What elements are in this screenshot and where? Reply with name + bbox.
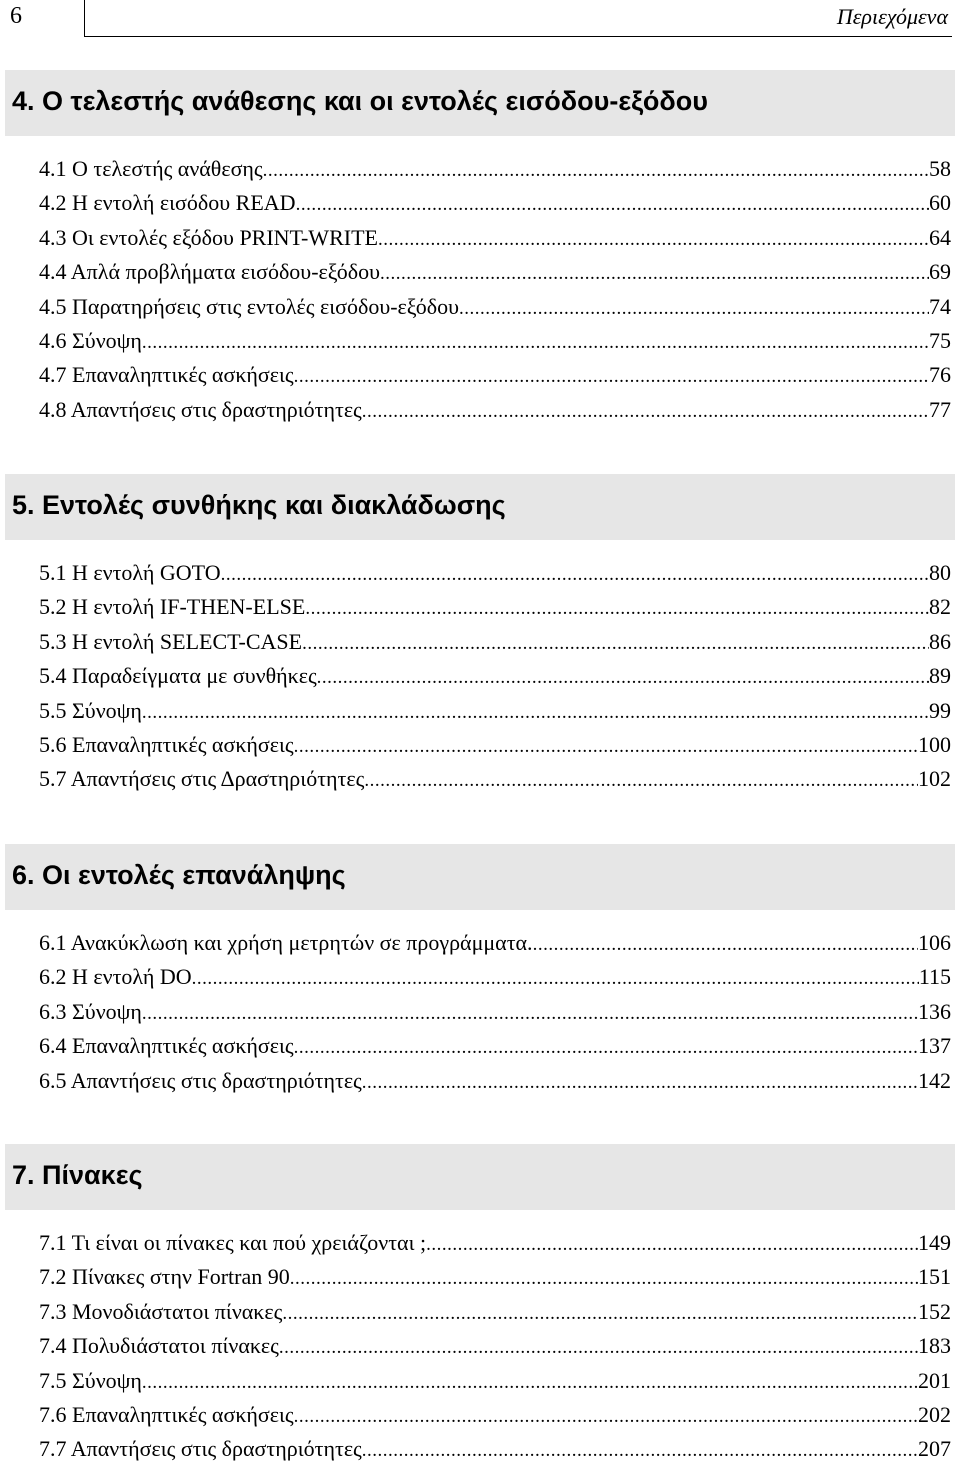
toc-entry-label: 4.4 Απλά προβλήματα εισόδου-εξόδου [39,259,381,285]
toc-entry[interactable] [39,1333,951,1367]
toc-entry[interactable] [39,698,951,732]
header-horizontal-rule [84,36,952,37]
toc-entry-label: 6.1 Ανακύκλωση και χρήση μετρητών σε προγράμματα. [39,930,533,955]
dot-leader [305,598,929,620]
chapter-heading-band [5,1144,955,1210]
toc-entry-page: 102 [918,766,951,792]
dot-leader [426,1234,918,1256]
toc-entry[interactable] [39,1264,951,1298]
toc-entry-label: 5.7 Απαντήσεις στις Δραστηριότητες [39,766,365,792]
toc-entry-page: 149 [918,1230,951,1255]
toc-entry[interactable] [39,663,951,697]
dot-leader [378,229,929,251]
toc-entry[interactable] [39,766,951,800]
dot-leader [294,366,929,388]
chapter-heading-band [5,844,955,910]
toc-entry-page: 82 [929,594,951,620]
toc-entry[interactable] [39,259,951,293]
toc-entry[interactable] [39,732,951,766]
toc-entry[interactable] [39,999,951,1033]
toc-entry-page: 115 [918,964,951,990]
toc-entry-label: 4.1 Ο τελεστής ανάθεσης [39,156,263,181]
dot-leader [279,1337,918,1359]
dot-leader [302,633,929,655]
dot-leader [142,332,929,354]
toc-entry-label: 5.2 Η εντολή IF-THEN-ELSE [39,594,306,620]
toc-entry-page: 183 [918,1333,951,1359]
dot-leader [263,160,929,182]
dot-leader [142,1003,918,1025]
toc-list [5,560,955,801]
running-header [0,0,960,40]
toc-entry-page: 106 [918,930,951,955]
toc-entry-label: 4.6 Σύνοψη [39,327,142,353]
dot-leader [192,968,919,990]
dot-leader [294,736,918,758]
dot-leader [282,1303,918,1325]
toc-entry-page: 201 [918,1367,951,1393]
chapter-title: 4. Ο τελεστής ανάθεσης και οι εντολές εισόδου-εξόδου [12,86,708,116]
dot-leader [364,770,918,792]
chapter-title: 7. Πίνακες [12,1160,143,1190]
chapter-title: 5. Εντολές συνθήκης και διακλάδωσης [12,490,506,520]
dot-leader [362,401,929,423]
toc-entry[interactable] [39,930,951,964]
toc-entry-page: 75 [929,327,951,353]
toc-entry-page: 100 [918,731,951,757]
toc-entry[interactable] [39,190,951,224]
dot-leader [362,1440,918,1462]
chapter-4 [5,70,955,431]
toc-entry-page: 89 [929,663,951,689]
toc-entry-label: 7.1 Τι είναι οι πίνακες και πού χρειάζονται ; [39,1230,427,1255]
toc-entry[interactable] [39,1436,951,1470]
toc-entry-page: 80 [929,560,951,585]
toc-entry-page: 58 [929,156,951,181]
toc-entry[interactable] [39,362,951,396]
toc-entry[interactable] [39,629,951,663]
header-vertical-rule [84,0,85,36]
toc-entry-label: 5.1 Η εντολή GOTO [39,560,221,585]
chapter-title: 6. Οι εντολές επανάληψης [12,860,346,890]
toc-entry-label: 5.3 Η εντολή SELECT-CASE [39,628,303,654]
page-number: 6 [10,3,22,29]
toc-entry-label: 7.6 Επαναληπτικές ασκήσεις [39,1401,294,1427]
dot-leader [533,934,918,956]
toc-entry-page: 202 [918,1401,951,1427]
toc-entry-page: 76 [929,362,951,388]
dot-leader [296,194,929,216]
running-title: Περιεχόμενα [836,4,948,29]
toc-entry-page: 151 [918,1264,951,1290]
chapter-5 [5,474,955,801]
toc-entry-page: 152 [918,1298,951,1324]
toc-entry-label: 5.4 Παραδείγματα με συνθήκες [39,663,317,689]
toc-entry-page: 69 [929,259,951,285]
toc-entry-label: 4.2 Η εντολή εισόδου READ [39,190,296,216]
dot-leader [294,1037,918,1059]
toc-entry-page: 136 [918,998,951,1024]
chapter-7 [5,1144,955,1471]
toc-entry-page: 137 [918,1033,951,1059]
toc-entry[interactable] [39,1402,951,1436]
toc-list [5,1230,955,1471]
toc-entry-label: 7.2 Πίνακες στην Fortran 90 [39,1264,290,1290]
dot-leader [142,702,929,724]
toc-entry-page: 99 [929,697,951,723]
toc-entry[interactable] [39,560,951,594]
toc-list [5,930,955,1102]
toc-entry-label: 7.4 Πολυδιάστατοι πίνακες [39,1333,279,1359]
dot-leader [362,1072,918,1094]
dot-leader [221,564,929,586]
toc-entry-label: 7.5 Σύνοψη [39,1367,142,1393]
toc-entry[interactable] [39,1068,951,1102]
dot-leader [294,1406,918,1428]
toc-entry-label: 4.3 Οι εντολές εξόδου PRINT-WRITE [39,224,378,250]
toc-entry[interactable] [39,1299,951,1333]
toc-entry-label: 6.4 Επαναληπτικές ασκήσεις [39,1033,294,1059]
toc-entry-page: 207 [918,1436,951,1462]
toc-list [5,156,955,431]
toc-entry-label: 5.5 Σύνοψη [39,697,142,723]
toc-entry-label: 7.3 Μονοδιάστατοι πίνακες [39,1298,283,1324]
dot-leader [459,298,929,320]
toc-entry-page: 86 [929,628,951,654]
toc-entry[interactable] [39,1230,951,1264]
toc-entry[interactable] [39,397,951,431]
toc-entry-label: 6.2 Η εντολή DO [39,964,192,990]
toc-entry[interactable] [39,594,951,628]
toc-entry[interactable] [39,1368,951,1402]
toc-entry-label: 4.7 Επαναληπτικές ασκήσεις [39,362,294,388]
toc-entry-label: 5.6 Επαναληπτικές ασκήσεις [39,731,294,757]
chapter-heading-band [5,474,955,540]
chapter-6 [5,844,955,1102]
toc-entry-page: 77 [929,396,951,422]
dot-leader [317,667,929,689]
toc-entry[interactable] [39,156,951,190]
dot-leader [142,1372,918,1394]
toc-entry-label: 7.7 Απαντήσεις στις δραστηριότητες [39,1436,362,1462]
toc-entry-page: 142 [918,1067,951,1093]
toc-entry-label: 4.5 Παρατηρήσεις στις εντολές εισόδου-εξόδου [39,293,460,319]
dot-leader [290,1268,918,1290]
toc-entry-label: 6.5 Απαντήσεις στις δραστηριότητες [39,1067,362,1093]
toc-entry-page: 74 [929,293,951,319]
toc-entry-page: 64 [929,224,951,250]
chapter-heading-band [5,70,955,136]
toc-entry-label: 4.8 Απαντήσεις στις δραστηριότητες [39,396,362,422]
toc-entry[interactable] [39,328,951,362]
dot-leader [380,263,929,285]
toc-entry[interactable] [39,1033,951,1067]
toc-entry[interactable] [39,225,951,259]
toc-entry[interactable] [39,294,951,328]
toc-entry[interactable] [39,964,951,998]
toc-entry-label: 6.3 Σύνοψη [39,998,142,1024]
toc-entry-page: 60 [929,190,951,216]
